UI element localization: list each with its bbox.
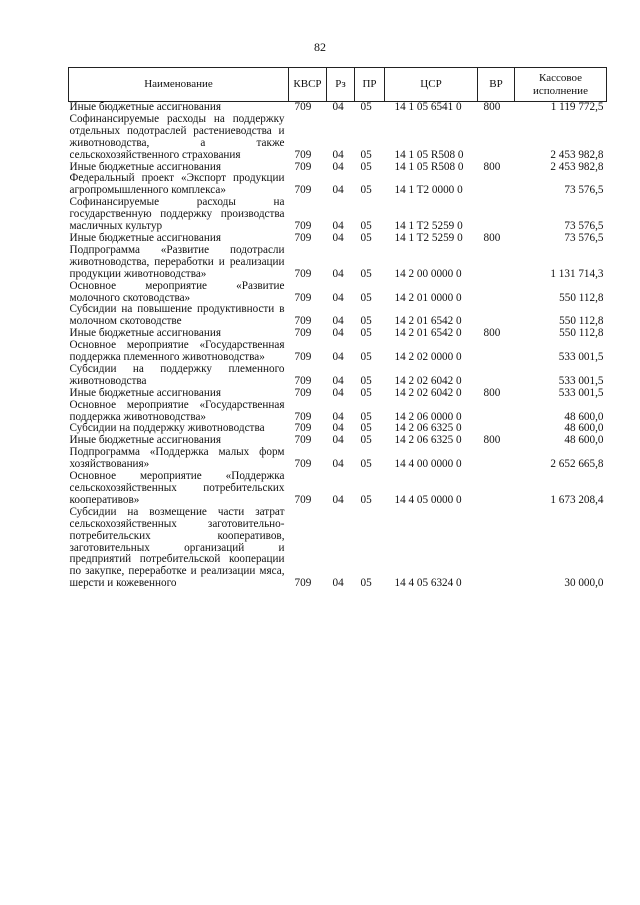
row-kvsr: 709 <box>294 493 312 506</box>
row-amount: 1 131 714,3 <box>550 267 604 280</box>
row-rz: 04 <box>332 577 344 590</box>
row-csr: 14 2 01 6542 0 <box>394 315 462 328</box>
row-csr: 14 4 00 0000 0 <box>394 458 462 471</box>
row-kvsr: 709 <box>294 386 312 399</box>
row-amount: 1 673 208,4 <box>550 493 604 506</box>
table-body <box>69 102 607 591</box>
row-csr: 14 1 05 6541 0 <box>394 101 462 113</box>
row-csr: 14 4 05 0000 0 <box>394 493 462 506</box>
row-vr <box>478 114 515 162</box>
row-amount: 2 453 982,8 <box>550 160 604 173</box>
page-number: 82 <box>314 40 326 54</box>
header-vr: ВР <box>478 68 515 102</box>
row-amount: 73 576,5 <box>564 184 604 197</box>
row-kvsr: 709 <box>294 327 312 340</box>
row-pr: 05 <box>360 374 372 387</box>
row-csr: 14 1 T2 5259 0 <box>394 220 463 233</box>
header-kvsr: КВСР <box>289 68 327 102</box>
row-name: Субсидии на повышение продуктивности в молочном скотоводстве <box>69 303 285 328</box>
row-name: Основное мероприятие «Государственная поддержка животноводства» <box>69 398 285 423</box>
row-pr: 05 <box>360 220 372 233</box>
row-rz: 04 <box>332 101 344 113</box>
table-row <box>69 471 607 507</box>
table-row <box>69 304 607 328</box>
row-pr: 05 <box>360 327 372 340</box>
row-vr <box>478 304 515 328</box>
table-row <box>69 281 607 305</box>
row-pr: 05 <box>360 458 372 471</box>
row-csr: 14 1 T2 5259 0 <box>394 231 463 244</box>
row-name: Федеральный проект «Экспорт продукции агропромышленного комплекса» <box>69 172 285 197</box>
table-row <box>69 245 607 281</box>
row-rz: 04 <box>332 231 344 244</box>
row-csr: 14 4 05 6324 0 <box>394 577 462 590</box>
row-csr: 14 1 T2 0000 0 <box>394 184 463 197</box>
row-name: Иные бюджетные ассигнования <box>69 160 221 173</box>
table-row <box>69 400 607 424</box>
row-kvsr: 709 <box>294 410 312 423</box>
row-csr: 14 2 06 6325 0 <box>394 434 462 447</box>
header-name: Наименование <box>69 68 289 102</box>
row-rz: 04 <box>332 160 344 173</box>
row-vr <box>478 245 515 281</box>
row-name: Подпрограмма «Поддержка малых форм хозяйствования» <box>69 446 285 471</box>
row-vr <box>478 471 515 507</box>
row-kvsr: 709 <box>294 267 312 280</box>
row-vr <box>478 340 515 364</box>
row-csr: 14 2 02 6042 0 <box>394 386 462 399</box>
row-csr: 14 2 02 0000 0 <box>394 351 462 364</box>
row-rz: 04 <box>332 184 344 197</box>
row-kvsr: 709 <box>294 101 312 113</box>
row-name: Иные бюджетные ассигнования <box>69 434 221 447</box>
header-pr: ПР <box>355 68 385 102</box>
row-name: Софинансируемые расходы на государственную поддержку производства масличных культур <box>69 196 285 233</box>
row-kvsr: 709 <box>294 315 312 328</box>
row-amount: 2 453 982,8 <box>550 148 604 161</box>
table-row <box>69 340 607 364</box>
row-kvsr: 709 <box>294 422 312 435</box>
row-rz: 04 <box>332 493 344 506</box>
row-rz: 04 <box>332 291 344 304</box>
row-pr: 05 <box>360 184 372 197</box>
table-row <box>69 197 607 233</box>
row-kvsr: 709 <box>294 220 312 233</box>
row-name: Основное мероприятие «Государственная поддержка племенного животноводства» <box>69 339 285 364</box>
row-rz: 04 <box>332 267 344 280</box>
row-name: Субсидии на поддержку племенного животноводства <box>69 362 285 387</box>
row-amount: 2 652 665,8 <box>550 458 604 471</box>
row-pr: 05 <box>360 351 372 364</box>
row-csr: 14 1 05 R508 0 <box>394 160 464 173</box>
row-rz: 04 <box>332 458 344 471</box>
row-rz: 04 <box>332 374 344 387</box>
row-pr: 05 <box>360 386 372 399</box>
table-row <box>69 173 607 197</box>
row-amount: 48 600,0 <box>564 410 604 423</box>
row-pr: 05 <box>360 410 372 423</box>
row-vr <box>478 400 515 424</box>
row-rz: 04 <box>332 220 344 233</box>
row-amount: 48 600,0 <box>564 422 604 435</box>
row-pr: 05 <box>360 493 372 506</box>
row-csr: 14 2 01 6542 0 <box>394 327 462 340</box>
table-row <box>69 507 607 590</box>
row-kvsr: 709 <box>294 148 312 161</box>
row-name: Софинансируемые расходы на поддержку отдельных подотраслей растениеводства и животноводства, а также сельскохозяйственного страхования <box>69 112 285 161</box>
row-name: Субсидии на поддержку животноводства <box>69 422 265 435</box>
row-pr: 05 <box>360 422 372 435</box>
row-name: Иные бюджетные ассигнования <box>69 327 221 340</box>
table-header-row <box>69 68 607 102</box>
row-vr: 800 <box>483 327 501 340</box>
row-name: Иные бюджетные ассигнования <box>69 231 221 244</box>
row-kvsr: 709 <box>294 291 312 304</box>
row-pr: 05 <box>360 315 372 328</box>
row-amount: 48 600,0 <box>564 434 604 447</box>
row-kvsr: 709 <box>294 434 312 447</box>
row-name: Иные бюджетные ассигнования <box>69 386 221 399</box>
row-name: Субсидии на возмещение части затрат сельскохозяйственных заготовительно-потребительских кооперативов, заготовительных организаций и предприятий потребительской кооперации по закупке, переработке и реализации мяса, шерсти и кожевенного <box>69 505 285 590</box>
row-rz: 04 <box>332 386 344 399</box>
row-csr: 14 2 01 0000 0 <box>394 291 462 304</box>
budget-execution-table <box>68 67 607 590</box>
row-vr: 800 <box>483 434 501 447</box>
row-kvsr: 709 <box>294 184 312 197</box>
row-kvsr: 709 <box>294 231 312 244</box>
row-pr: 05 <box>360 291 372 304</box>
table-row <box>69 447 607 471</box>
row-vr <box>478 364 515 388</box>
row-amount: 73 576,5 <box>564 220 604 233</box>
row-name: Основное мероприятие «Развитие молочного скотоводства» <box>69 279 285 304</box>
row-pr: 05 <box>360 267 372 280</box>
row-vr: 800 <box>483 101 501 113</box>
table-row <box>69 114 607 162</box>
row-rz: 04 <box>332 315 344 328</box>
row-vr: 800 <box>483 231 501 244</box>
row-csr: 14 2 06 6325 0 <box>394 422 462 435</box>
row-rz: 04 <box>332 434 344 447</box>
row-amount: 73 576,5 <box>564 231 604 244</box>
row-vr <box>478 507 515 590</box>
row-vr <box>478 447 515 471</box>
row-kvsr: 709 <box>294 577 312 590</box>
row-name: Основное мероприятие «Поддержка сельскохозяйственных потребительских кооперативов» <box>69 470 285 506</box>
row-pr: 05 <box>360 577 372 590</box>
row-name: Подпрограмма «Развитие подотрасли животноводства, переработки и реализации продукции животноводства» <box>69 243 285 280</box>
row-rz: 04 <box>332 422 344 435</box>
row-amount: 550 112,8 <box>559 291 604 304</box>
header-csr: ЦСР <box>385 68 478 102</box>
row-name: Иные бюджетные ассигнования <box>69 101 221 113</box>
row-amount: 1 119 772,5 <box>550 101 604 113</box>
row-vr <box>478 281 515 305</box>
row-vr: 800 <box>483 160 501 173</box>
row-amount: 533 001,5 <box>558 351 604 364</box>
row-amount: 533 001,5 <box>558 386 604 399</box>
row-csr: 14 2 06 0000 0 <box>394 410 462 423</box>
row-vr <box>478 173 515 197</box>
row-kvsr: 709 <box>294 351 312 364</box>
row-csr: 14 2 00 0000 0 <box>394 267 462 280</box>
row-pr: 05 <box>360 101 372 113</box>
row-amount: 550 112,8 <box>559 327 604 340</box>
row-pr: 05 <box>360 434 372 447</box>
table-row <box>69 364 607 388</box>
row-vr <box>478 197 515 233</box>
row-amount: 30 000,0 <box>564 577 604 590</box>
header-amount: Кассовое исполнение <box>515 68 607 102</box>
row-amount: 550 112,8 <box>559 315 604 328</box>
row-kvsr: 709 <box>294 160 312 173</box>
row-rz: 04 <box>332 148 344 161</box>
row-rz: 04 <box>332 327 344 340</box>
row-pr: 05 <box>360 148 372 161</box>
row-vr: 800 <box>483 386 501 399</box>
row-csr: 14 1 05 R508 0 <box>394 148 464 161</box>
row-pr: 05 <box>360 231 372 244</box>
row-amount: 533 001,5 <box>558 374 604 387</box>
row-pr: 05 <box>360 160 372 173</box>
header-rz: Рз <box>327 68 355 102</box>
row-csr: 14 2 02 6042 0 <box>394 374 462 387</box>
row-rz: 04 <box>332 351 344 364</box>
table-row <box>69 388 607 400</box>
row-rz: 04 <box>332 410 344 423</box>
row-kvsr: 709 <box>294 458 312 471</box>
row-kvsr: 709 <box>294 374 312 387</box>
